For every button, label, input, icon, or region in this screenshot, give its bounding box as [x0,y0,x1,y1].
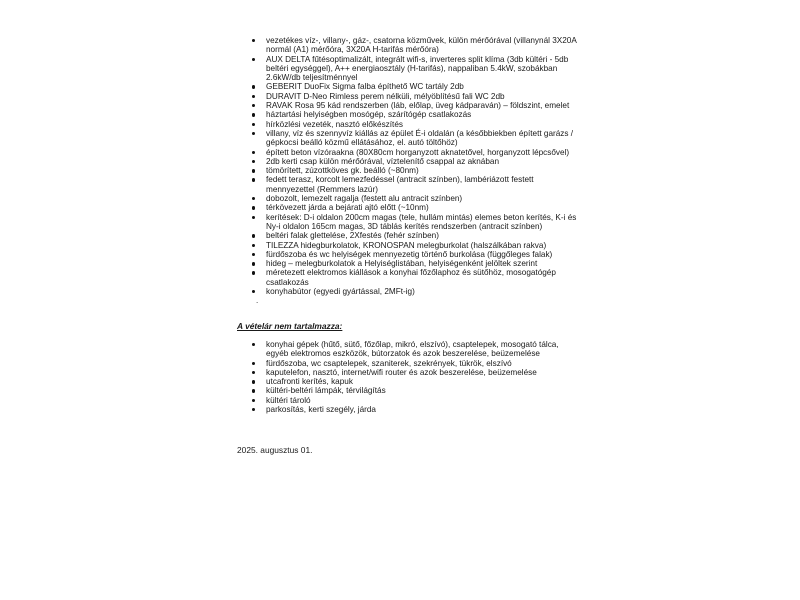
list-item: kültéri-beltéri lámpák, térvilágítás [250,386,580,395]
document-date: 2025. augusztus 01. [237,445,313,455]
list-item: térkövezett járda a bejárati ajtó előtt (~10nm) [250,203,580,212]
list-item: méretezett elektromos kiállások a konyhai főzőlaphoz és sütőhöz, mosogatógép csatlakozás [250,268,580,287]
list-item: háztartási helyiségben mosógép, szárítógép csatlakozás [250,110,580,119]
list-item: hideg – melegburkolatok a Helyiséglistában, helyiségenként jelöltek szerint [250,259,580,268]
list-item: utcafronti kerítés, kapuk [250,377,580,386]
list-item: kaputelefon, nasztó, internet/wifi router és azok beszerelése, beüzemelése [250,368,580,377]
list-item: beltéri falak glettelése, 2Xfestés (fehér színben) [250,231,580,240]
excluded-heading: A vételár nem tartalmazza: [237,321,343,331]
list-item: 2db kerti csap külön mérőórával, víztelenítő csappal az aknában [250,157,580,166]
list-item: tömörített, zúzottköves gk. beálló (~80nm) [250,166,580,175]
list-item: DURAVIT D-Neo Rimless perem nélküli, mélyöblítésű fali WC 2db [250,92,580,101]
stray-dot: . [256,296,259,306]
excluded-list [250,340,580,414]
list-item: kerítések: D-i oldalon 200cm magas (tele, hullám mintás) elemes beton kerítés, K-i és Ny-i oldalon 165cm magas, 3D táblás kerítés rendszerben (antracit színben) [250,213,580,232]
list-item: vezetékes víz-, villany-, gáz-, csatorna közművek, külön mérőórával (villanynál 3X20A normál (A1) mérőóra, 3X20A H-tarifás mérőóra) [250,36,580,55]
included-section [250,36,580,308]
list-item: fürdőszoba, wc csaptelepek, szaniterek, szekrények, tükrök, elszívó [250,359,580,368]
list-item: hírközlési vezeték, nasztó előkészítés [250,120,580,129]
list-item: AUX DELTA fűtésoptimalizált, integrált wifi-s, inverteres split klíma (3db kültéri - 5db beltéri egységgel), A++ energiaosztály (H-tarifás), nappaliban 5.4kW, szobákban 2.6kW/db teljesítménnyel [250,55,580,83]
list-item: kültéri tároló [250,396,580,405]
list-item: konyhai gépek (hűtő, sütő, főzőlap, mikró, elszívó), csaptelepek, mosogató tálca, egyéb elektromos eszközök, bútorzatok és azok beszerelése, beüzemelése [250,340,580,359]
list-item: konyhabútor (egyedi gyártással, 2MFt-ig) [250,287,580,296]
list-item: épített beton vízóraakna (80X80cm horganyzott aknatetővel, horganyzott lépcsővel) [250,148,580,157]
list-item: villany, víz és szennyvíz kiállás az épület É-i oldalán (a későbbiekben épített garázs / gépkocsi beálló közmű ellátásához, el. autó töltőhöz) [250,129,580,148]
list-item: parkosítás, kerti szegély, járda [250,405,580,414]
list-item: RAVAK Rosa 95 kád rendszerben (láb, előlap, üveg kádparaván) – földszint, emelet [250,101,580,110]
list-item: TILEZZA hidegburkolatok, KRONOSPAN melegburkolat (halszálkában rakva) [250,241,580,250]
included-list [250,36,580,296]
list-item: GEBERIT DuoFix Sigma falba építhető WC tartály 2db [250,82,580,91]
list-item: dobozolt, lemezelt ragalja (festett alu antracit színben) [250,194,580,203]
excluded-section [250,340,580,414]
list-item: fürdőszoba és wc helyiségek mennyezetig történő burkolása (függőleges falak) [250,250,580,259]
list-item: fedett terasz, korcolt lemezfedéssel (antracit színben), lambériázott festett mennyezettel (Remmers lazúr) [250,175,580,194]
